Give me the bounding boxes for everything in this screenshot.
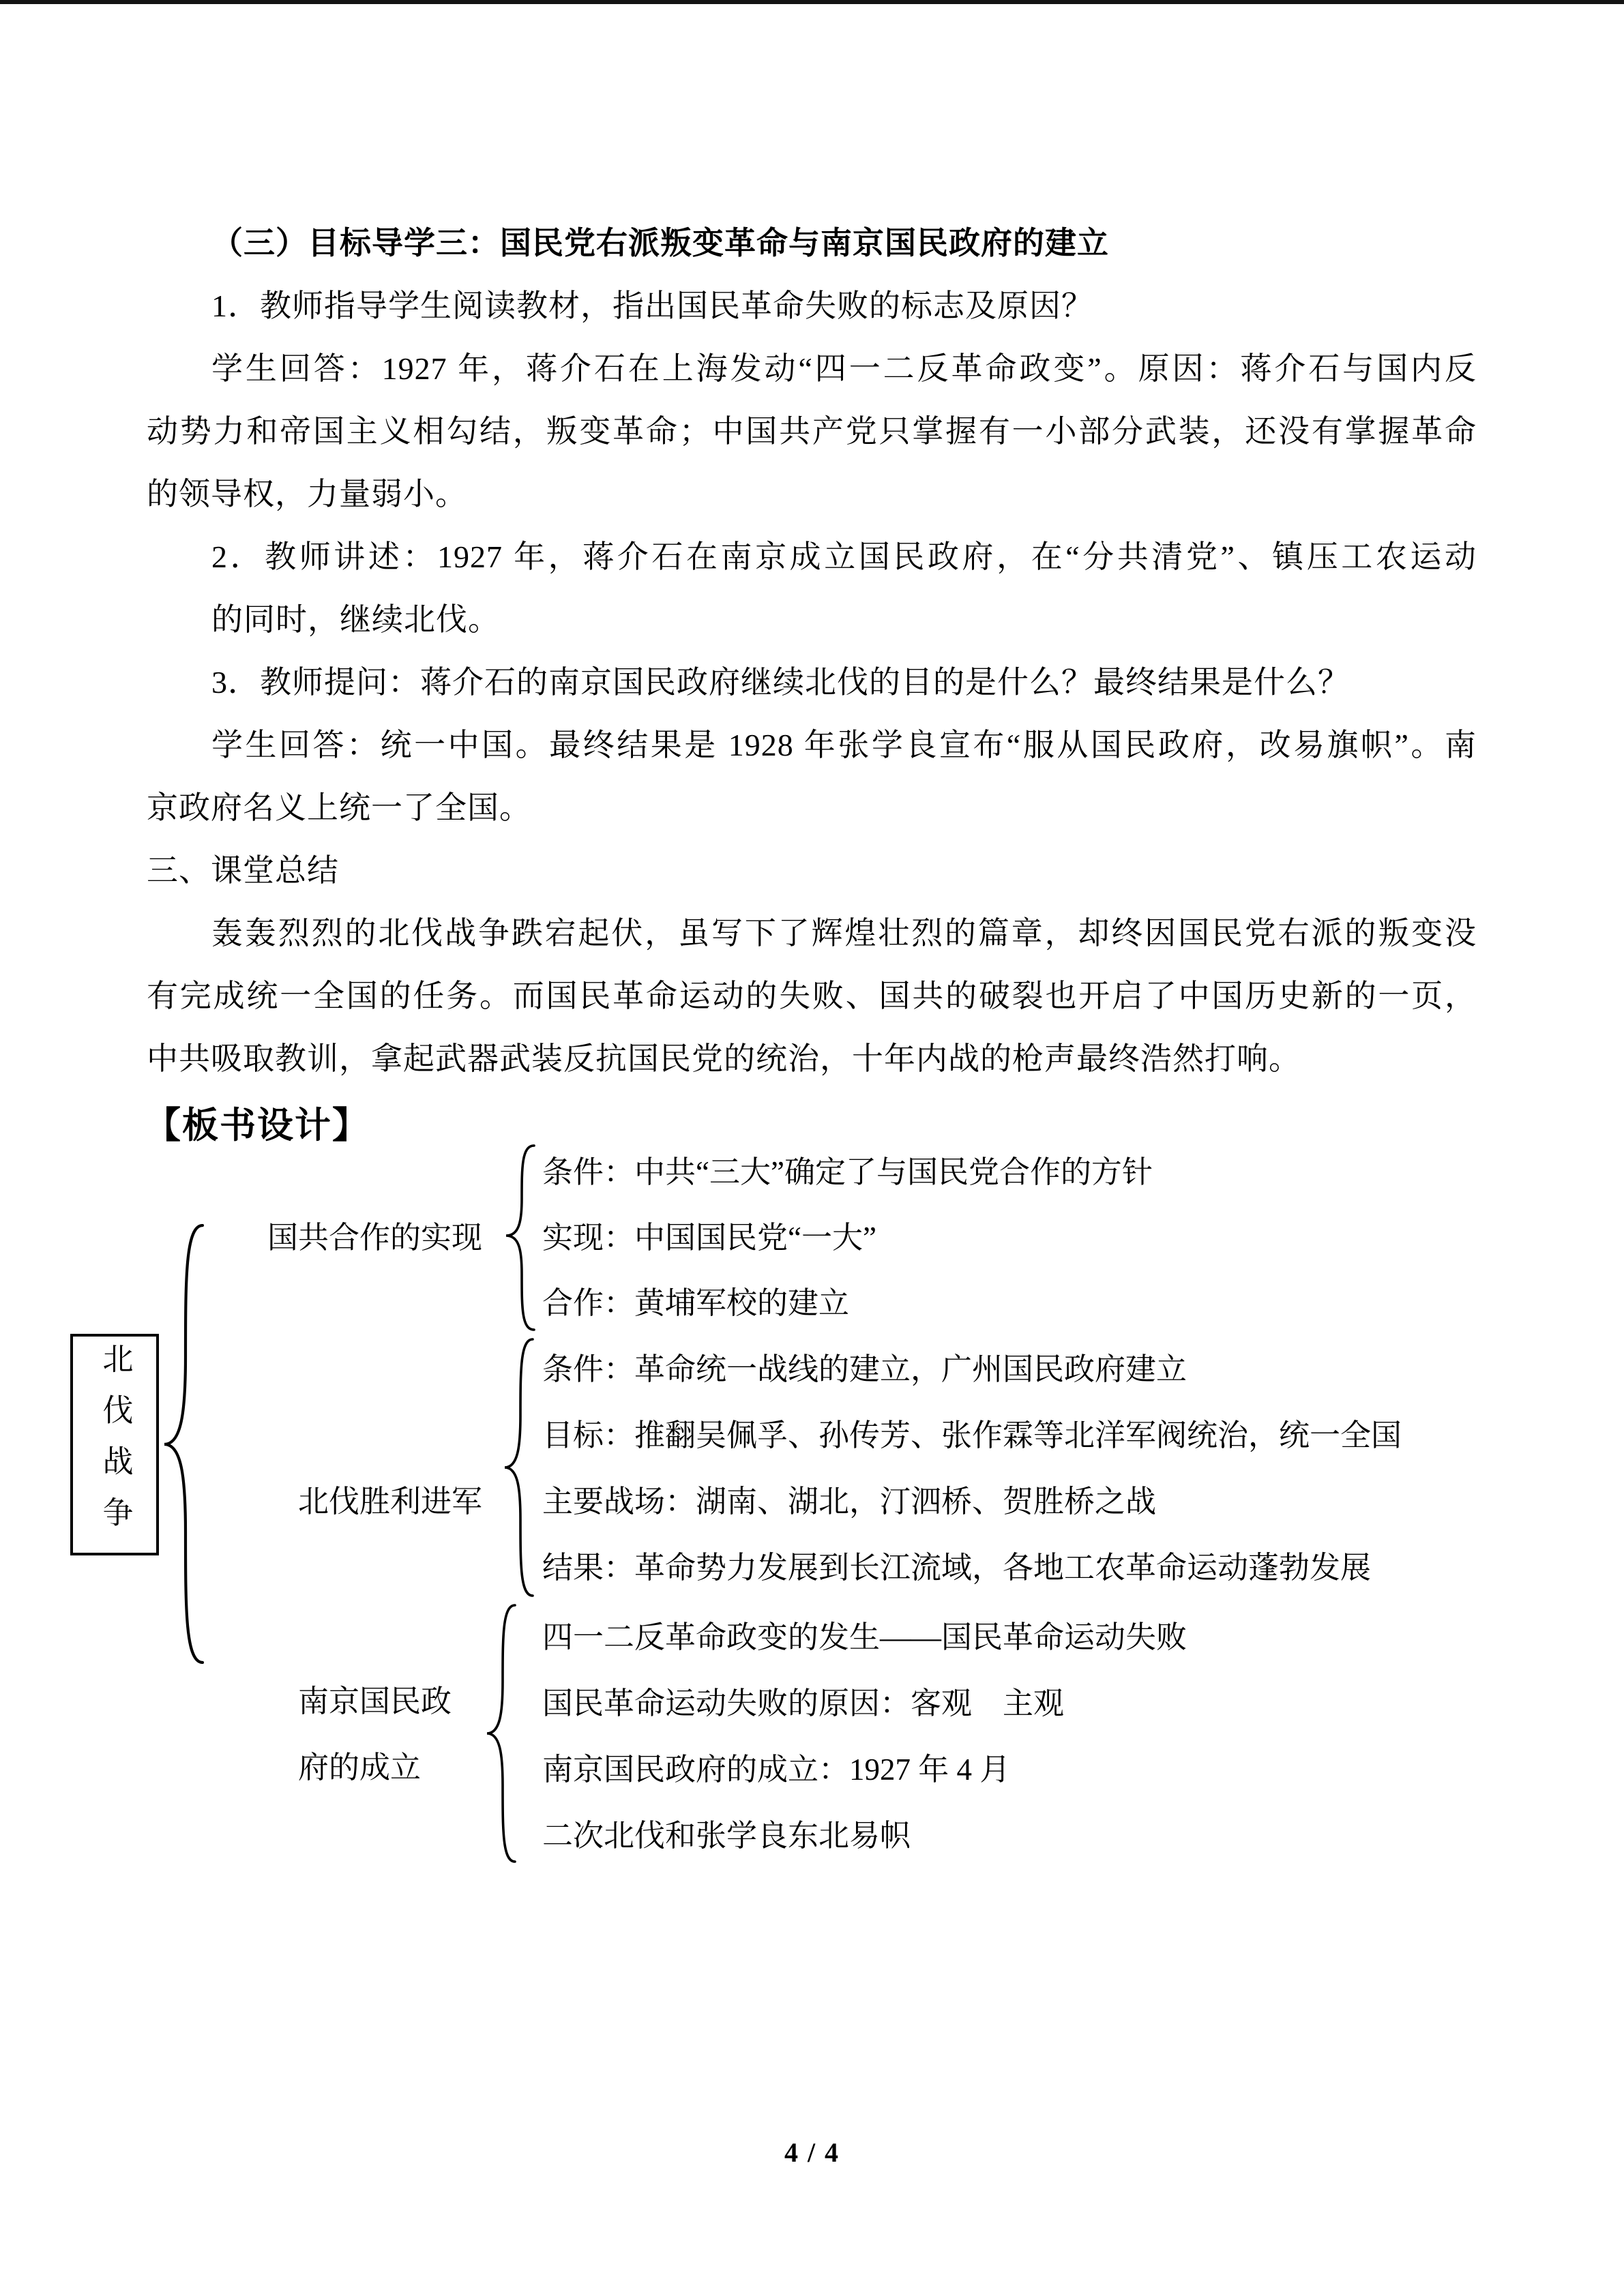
diagram-item: 主要战场：湖南、湖北，汀泗桥、贺胜桥之战 (542, 1485, 1157, 1519)
diagram-root-box (70, 1334, 159, 1555)
branch-brace-3 (486, 1604, 516, 1863)
summary-heading: 三、课堂总结 (147, 853, 339, 888)
paragraph-line: 的领导权，力量弱小。 (147, 477, 467, 511)
paragraph-line: 学生回答：统一中国。最终结果是 1928 年张学良宣布“服从国民政府，改易旗帜”。南 (211, 728, 1477, 762)
diagram-root-label: 北伐战争 (98, 1342, 132, 1547)
page-number: 4 / 4 (784, 2137, 840, 2168)
diagram-item: 国民革命运动失败的原因：客观 主观 (542, 1686, 1065, 1720)
branch-label-northern-expedition-advance: 北伐胜利进军 (298, 1485, 483, 1519)
paragraph-line: 有完成统一全国的任务。而国民革命运动的失败、国共的破裂也开启了中国历史新的一页， (147, 979, 1477, 1013)
diagram-item: 实现：中国国民党“一大” (542, 1221, 876, 1255)
diagram-item: 条件：中共“三大”确定了与国民党合作的方针 (542, 1155, 1153, 1189)
diagram-item: 合作：黄埔军校的建立 (542, 1286, 850, 1320)
paragraph-line: 的同时，继续北伐。 (211, 602, 500, 637)
paragraph-line: 京政府名义上统一了全国。 (147, 790, 531, 825)
page-top-rule (0, 0, 1624, 4)
root-brace (162, 1224, 205, 1664)
diagram-item: 四一二反革命政变的发生——国民革命运动失败 (542, 1620, 1187, 1654)
branch-brace-1 (505, 1144, 535, 1331)
paragraph-line: 中共吸取教训，拿起武器武装反抗国民党的统治，十年内战的枪声最终浩然打响。 (147, 1041, 1301, 1076)
diagram-item: 南京国民政府的成立：1927 年 4 月 (542, 1753, 1011, 1787)
diagram-item: 二次北伐和张学良东北易帜 (542, 1819, 911, 1853)
paragraph-line: 3．教师提问：蒋介石的南京国民政府继续北伐的目的是什么？最终结果是什么？ (211, 665, 1350, 700)
branch-label-kmt-ccp-cooperation: 国共合作的实现 (267, 1221, 483, 1255)
branch-brace-2 (503, 1338, 534, 1597)
paragraph-line: 学生回答：1927 年，蒋介石在上海发动“四一二反革命政变”。原因：蒋介石与国内反 (211, 351, 1477, 386)
paragraph-line: 1．教师指导学生阅读教材，指出国民革命失败的标志及原因？ (211, 288, 1093, 323)
branch-label-nanjing-government: 南京国民政府的成立 (298, 1684, 452, 1785)
board-design-heading: 【板书设计】 (145, 1106, 370, 1146)
paragraph-line: 2．教师讲述：1927 年，蒋介石在南京成立国民政府，在“分共清党”、镇压工农运动 (211, 539, 1477, 574)
paragraph-line: 轰轰烈烈的北伐战争跌宕起伏，虽写下了辉煌壮烈的篇章，却终因国民党右派的叛变没 (211, 916, 1477, 951)
diagram-item: 目标：推翻吴佩孚、孙传芳、张作霖等北洋军阀统治，统一全国 (542, 1418, 1402, 1452)
section-heading: （三）目标导学三：国民党右派叛变革命与南京国民政府的建立 (211, 226, 1109, 260)
diagram-item: 结果：革命势力发展到长江流域，各地工农革命运动蓬勃发展 (542, 1551, 1372, 1585)
diagram-item: 条件：革命统一战线的建立，广州国民政府建立 (542, 1352, 1187, 1386)
paragraph-line: 动势力和帝国主义相勾结，叛变革命；中国共产党只掌握有一小部分武装，还没有掌握革命 (147, 414, 1477, 449)
